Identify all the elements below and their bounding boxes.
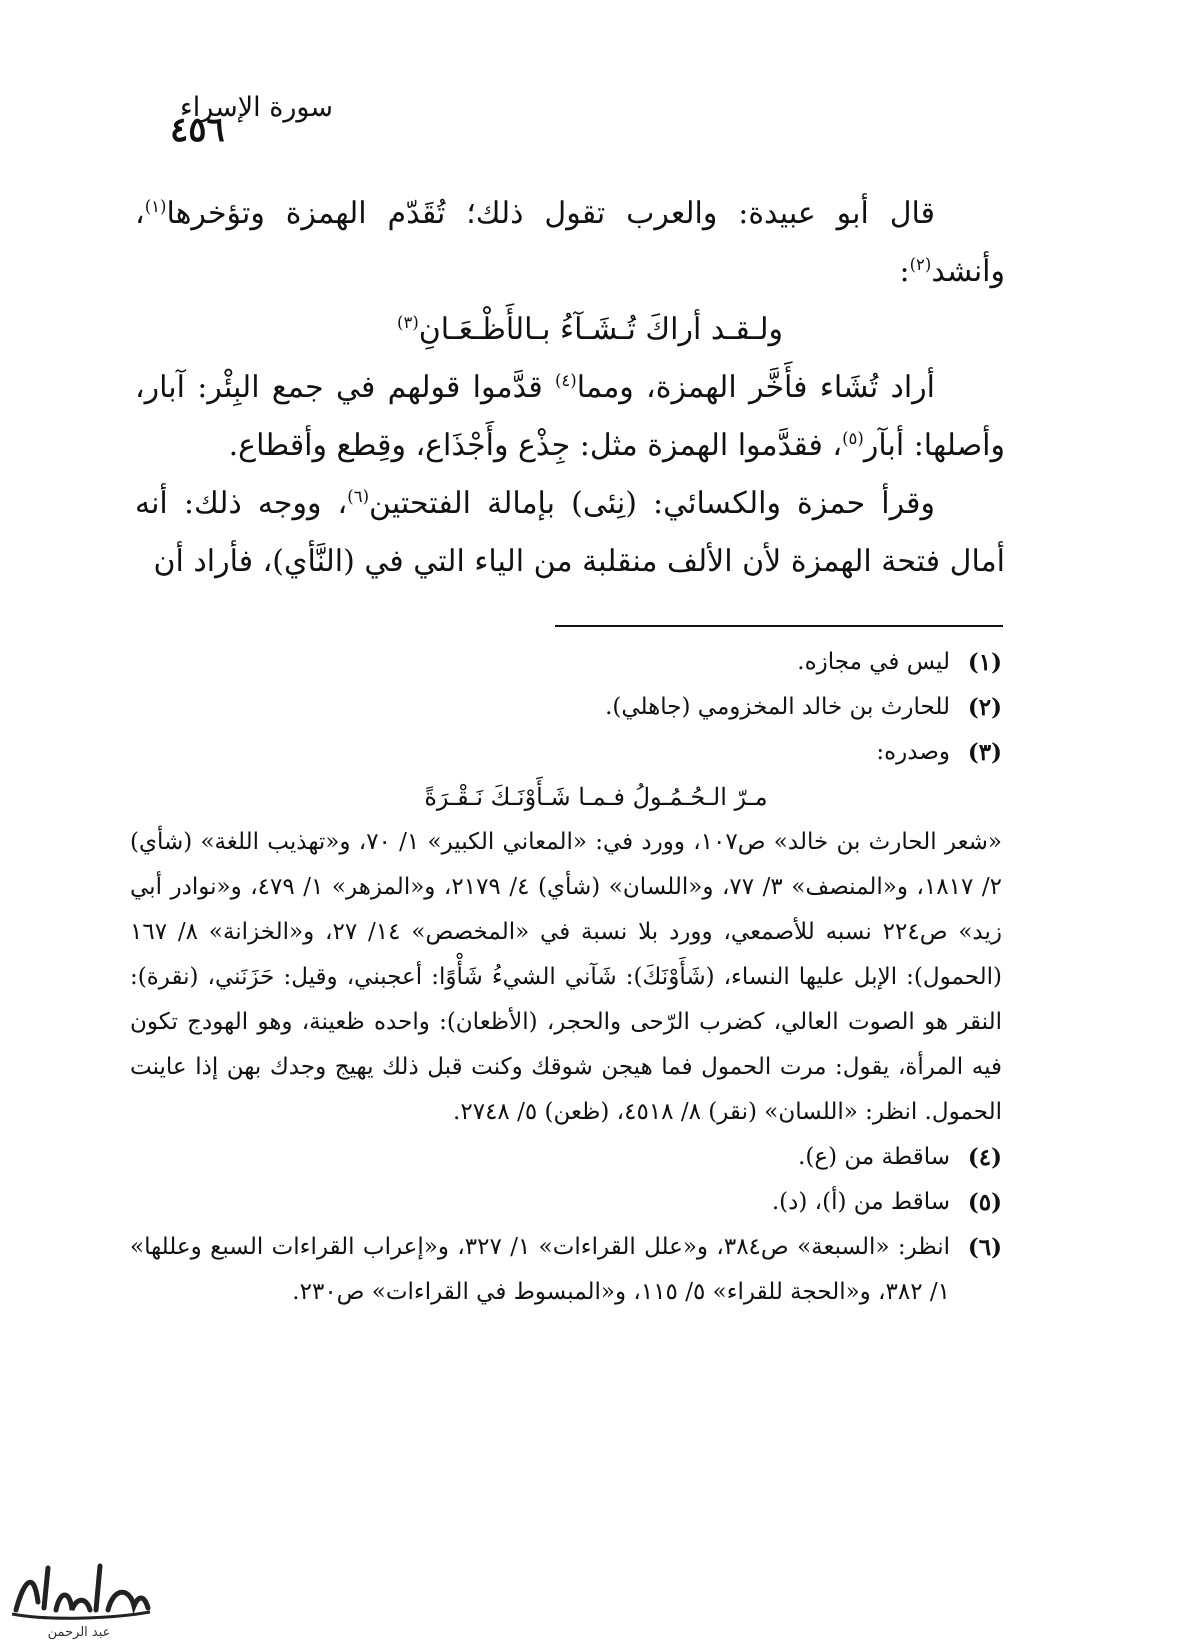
footnote-ref-6: (٦) (347, 487, 369, 506)
paragraph-1-mid: ، وأنشد (135, 196, 1005, 289)
page-number: ٤٥٦ (170, 110, 225, 150)
paragraph-1-text: قال أبو عبيدة: والعرب تقول ذلك؛ تُقَدّم الهمزة وتؤخرها (166, 196, 935, 231)
footnote-number: (٥) (967, 1189, 1002, 1216)
footnote-1 (130, 640, 1002, 685)
footnote-text: انظر: «السبعة» ص٣٨٤، و«علل القراءات» ١/ ٣٢٧، و«إعراب القراءات السبع وعللها» ١/ ٣٨٢، و«الحجة للقراء» ٥/ ١١٥، و«المبسوط في القراءات» ص٢٣٠. (130, 1234, 950, 1305)
footnote-number: (٦) (967, 1234, 1002, 1261)
footnote-number: (٣) (967, 739, 1002, 766)
verse-line (135, 301, 1005, 359)
verse-text: ولـقـد أراكَ تُـشَـآءُ بـالأَظْـعَـانِ (418, 312, 783, 347)
footnote-5 (130, 1180, 1002, 1225)
footnote-text: للحارث بن خالد المخزومي (جاهلي). (605, 694, 950, 720)
running-title: سورة الإسراء (180, 92, 333, 123)
footnote-3 (130, 730, 1002, 775)
footnote-2 (130, 685, 1002, 730)
stamp-subtext: عبد الرحمن (47, 1625, 111, 1640)
paragraph-2 (135, 359, 1005, 475)
paragraph-2-a: أراد تُشَاء فأَخَّر الهمزة، ومما (576, 370, 935, 405)
footnotes (130, 640, 1002, 1315)
footnote-divider (555, 625, 1003, 627)
paragraph-2-c: ، فقدَّموا الهمزة مثل: جِذْع وأَجْذَاع، وقِطع وأقطاع. (228, 428, 843, 463)
paragraph-3-a: وقرأ حمزة والكسائي: (نِئى) بإمالة الفتحتين (369, 486, 936, 521)
main-text (135, 185, 1005, 591)
footnote-number: (١) (967, 649, 1002, 676)
footnote-ref-3: (٣) (397, 313, 419, 332)
calligraphic-stamp-icon (4, 1540, 154, 1645)
footnote-ref-2: (٢) (909, 255, 932, 274)
footnote-3-body: «شعر الحارث بن خالد» ص١٠٧، وورد في: «المعاني الكبير» ١/ ٧٠، و«تهذيب اللغة» (شأي) ٢/ ١٨١٧، و«المنصف» ٣/ ٧٧، و«اللسان» (شأي) ٤/ ٢١٧٩، و«المزهر» ١/ ٤٧٩، و«نوادر أبي زيد» ص٢٢٤ نسبه للأصمعي، وورد بلا نسبة في «المخصص» ١٤/ ٢٧، و«الخزانة» ٨/ ١٦٧ (الحمول): الإبل عليها النساء، (شَأَوْنَكَ): شَآني الشيءُ شَأْوًا: أعجبني، وقيل: حَزَنَني، (نقرة): النقر هو الصوت العالي، كضرب الرّحى والحجر، (الأظعان): واحده ظعينة، وهو الهودج تكون فيه المرأة، يقول: مرت الحمول فما هيجن شوقك وكنت قبل ذلك يهيج وجدك بهن إذا عاينت الحمول. انظر: «اللسان» (نقر) ٨/ ٤٥١٨، (ظعن) ٥/ ٢٧٤٨. (130, 829, 1003, 1125)
footnote-text: وصدره: (876, 739, 950, 765)
footnote-number: (٢) (967, 694, 1002, 721)
footnote-6 (130, 1225, 1002, 1315)
footnote-ref-4: (٤) (554, 371, 577, 390)
paragraph-3 (135, 475, 1005, 591)
paragraph-1 (135, 185, 1005, 301)
footnote-text: ساقط من (أ)، (د). (771, 1189, 950, 1215)
paragraph-2-b: قدَّموا قولهم في جمع البِئْر: آبار، وأصلها: أبآر (135, 370, 1005, 463)
footnote-ref-5: (٥) (842, 429, 864, 448)
footnote-ref-1: (١) (144, 197, 167, 216)
footnote-text: ليس في مجازه. (797, 649, 950, 675)
footnote-number: (٤) (967, 1144, 1002, 1171)
footnote-text: ساقطة من (ع). (798, 1144, 950, 1170)
paragraph-1-end: : (899, 254, 910, 289)
footnote-3-verse: مـرّ الـحُـمُـولُ فـمـا شَـأَوْنَـكَ نَـقْـرَةً (424, 783, 768, 811)
paragraph-3-b: ، ووجه ذلك: أنه أمال فتحة الهمزة لأن الألف منقلبة من الياء التي في (النَّأي)، فأراد أن (135, 486, 1005, 579)
footnote-4 (130, 1135, 1002, 1180)
